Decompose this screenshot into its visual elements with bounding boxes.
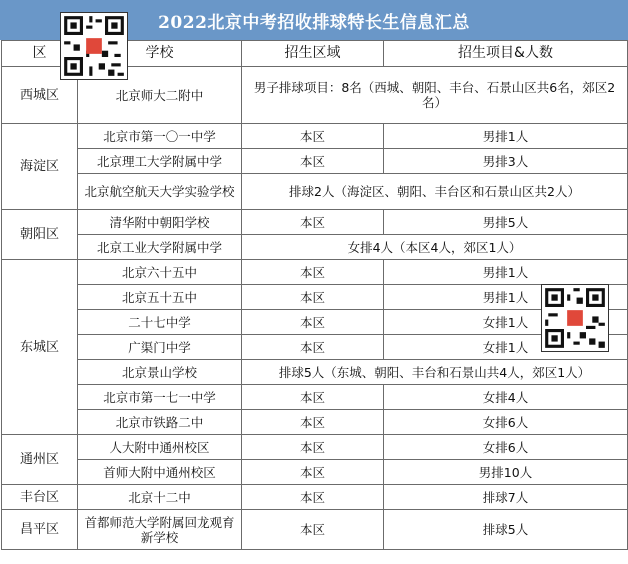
quota-cell: 女排1人 [384,335,628,360]
header-quota: 招生项目&人数 [384,41,628,67]
area-cell: 本区 [242,285,384,310]
area-cell: 本区 [242,124,384,149]
quota-cell: 男排1人 [384,285,628,310]
table-row [2,310,628,335]
quota-cell: 男排1人 [384,124,628,149]
area-cell: 本区 [242,149,384,174]
school-cell: 北京景山学校 [78,360,242,385]
table-row [2,460,628,485]
school-cell: 北京市第一〇一中学 [78,124,242,149]
district-cell: 西城区 [2,67,78,124]
district-cell: 昌平区 [2,510,78,550]
header-school: 学校 [78,41,242,67]
quota-cell: 女排4人 [384,385,628,410]
table-row [2,485,628,510]
qr-code-graphic [61,13,127,79]
district-cell: 海淀区 [2,124,78,210]
qr-code-graphic [542,285,608,351]
school-cell: 人大附中通州校区 [78,435,242,460]
quota-cell: 男排3人 [384,149,628,174]
area-cell: 本区 [242,485,384,510]
qr-code-icon [60,12,128,80]
table-row [2,124,628,149]
district-cell: 东城区 [2,260,78,435]
quota-cell: 女排6人 [384,410,628,435]
table-row [2,410,628,435]
school-cell: 北京师大二附中 [78,67,242,124]
table-row [2,174,628,210]
table-row [2,435,628,460]
area-cell: 本区 [242,210,384,235]
table-row [2,149,628,174]
area-cell: 本区 [242,385,384,410]
district-cell: 通州区 [2,435,78,485]
merged-cell: 排球5人（东城、朝阳、丰台和石景山共4人，郊区1人） [242,360,628,385]
school-cell: 二十七中学 [78,310,242,335]
merged-cell: 女排4人（本区4人，郊区1人） [242,235,628,260]
table-row [2,260,628,285]
table-row [2,210,628,235]
district-cell: 丰台区 [2,485,78,510]
table-row [2,360,628,385]
school-cell: 首师大附中通州校区 [78,460,242,485]
quota-cell: 男排5人 [384,210,628,235]
area-cell: 本区 [242,310,384,335]
area-cell: 本区 [242,435,384,460]
table-row [2,385,628,410]
area-cell: 本区 [242,260,384,285]
merged-cell: 排球2人（海淀区、朝阳、丰台区和石景山区共2人） [242,174,628,210]
school-cell: 北京工业大学附属中学 [78,235,242,260]
table-row [2,335,628,360]
area-cell: 本区 [242,510,384,550]
quota-cell: 男排10人 [384,460,628,485]
quota-cell: 排球7人 [384,485,628,510]
quota-cell: 男排1人 [384,260,628,285]
header-area: 招生区域 [242,41,384,67]
district-cell: 朝阳区 [2,210,78,260]
school-cell: 首都师范大学附属回龙观育新学校 [78,510,242,550]
school-cell: 北京市铁路二中 [78,410,242,435]
school-cell: 北京五十五中 [78,285,242,310]
area-cell: 本区 [242,335,384,360]
quota-cell: 女排6人 [384,435,628,460]
quota-cell: 女排1人 [384,310,628,335]
area-cell: 本区 [242,460,384,485]
page-title: 2022北京中考招收排球特长生信息汇总 [0,0,628,40]
table-row [2,510,628,550]
school-cell: 广渠门中学 [78,335,242,360]
merged-cell: 男子排球项目：8名（西城、朝阳、丰台、石景山区共6名，郊区2名） [242,67,628,124]
table-row [2,235,628,260]
area-cell: 本区 [242,410,384,435]
school-cell: 北京十二中 [78,485,242,510]
volleyball-table [1,40,628,550]
school-cell: 北京航空航天大学实验学校 [78,174,242,210]
table-row [2,285,628,310]
school-cell: 北京理工大学附属中学 [78,149,242,174]
school-cell: 北京市第一七一中学 [78,385,242,410]
school-cell: 清华附中朝阳学校 [78,210,242,235]
quota-cell: 排球5人 [384,510,628,550]
header-district: 区 [2,41,78,67]
qr-code-icon [541,284,609,352]
school-cell: 北京六十五中 [78,260,242,285]
